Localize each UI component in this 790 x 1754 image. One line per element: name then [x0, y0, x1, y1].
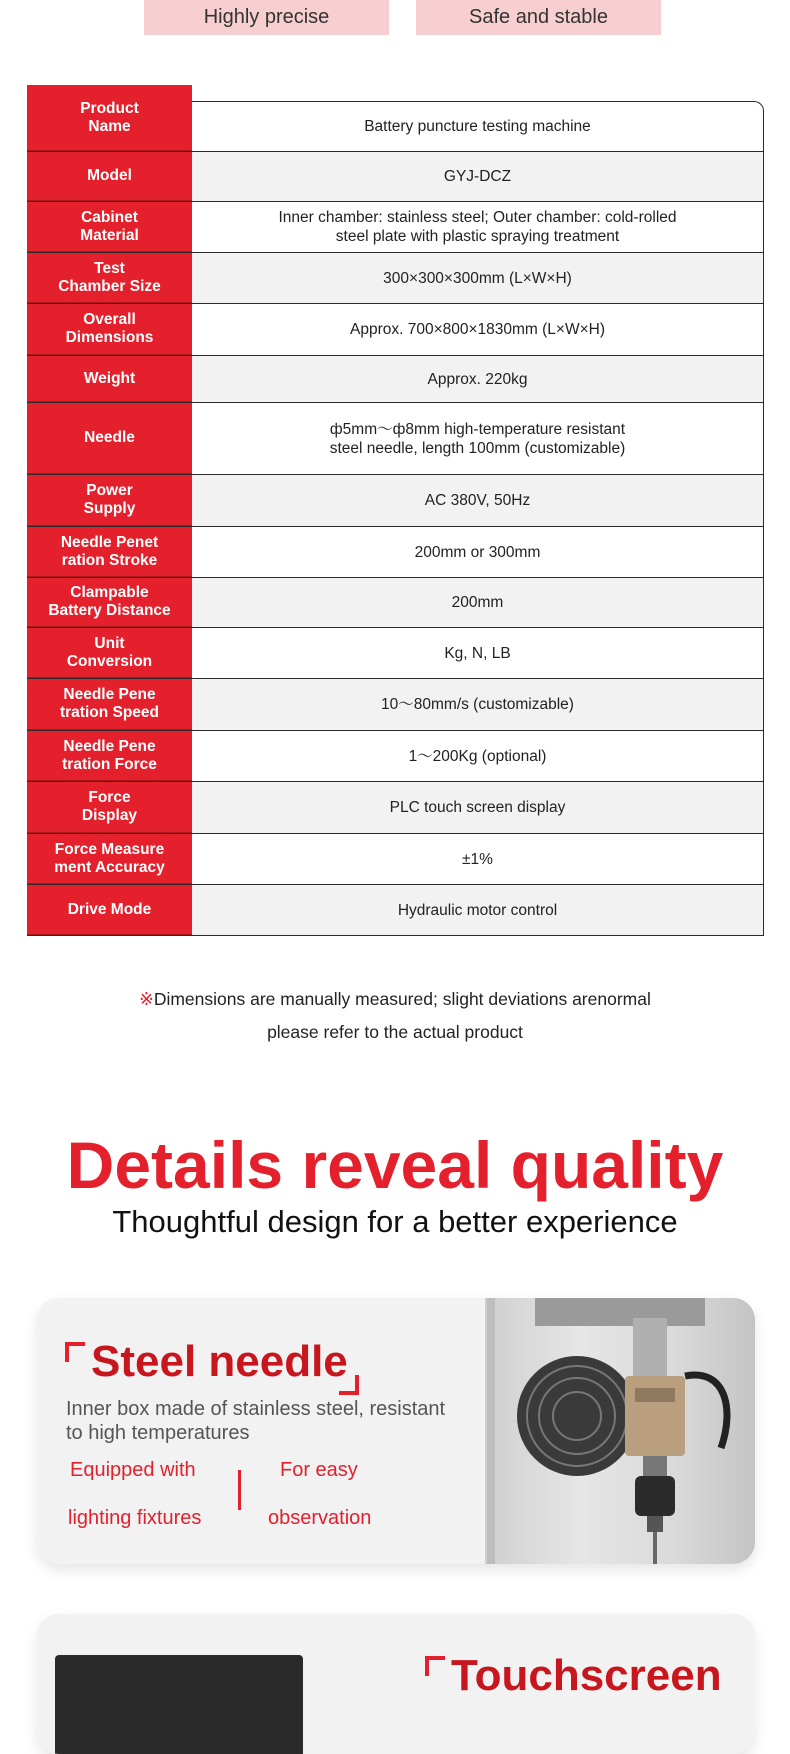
spec-row — [27, 85, 764, 152]
steel-needle-photo — [485, 1298, 755, 1564]
spec-value: GYJ-DCZ — [192, 152, 764, 201]
spec-row — [27, 731, 764, 782]
spec-value: Approx. 220kg — [192, 356, 764, 402]
card-title-steel-needle: Steel needle — [91, 1337, 348, 1386]
feature-right-1: For easy — [280, 1459, 358, 1481]
spec-value: PLC touch screen display — [192, 782, 764, 833]
bracket-close-icon — [339, 1375, 359, 1395]
spec-table — [27, 85, 764, 936]
section-subtitle: Thoughtful design for a better experience — [112, 1204, 678, 1239]
spec-row — [27, 475, 764, 527]
spec-row — [27, 403, 764, 475]
spec-value: AC 380V, 50Hz — [192, 475, 764, 526]
spec-row — [27, 527, 764, 578]
measurement-note-line1 — [0, 983, 790, 1016]
feature-left-1: Equipped with — [70, 1459, 196, 1481]
note-text-1: Dimensions are manually measured; slight deviations arenormal — [153, 989, 651, 1009]
spec-label: Overall Dimensions — [27, 304, 192, 355]
spec-row — [27, 628, 764, 679]
spec-row — [27, 578, 764, 628]
spec-value: ±1% — [192, 834, 764, 884]
bracket-open-icon — [65, 1342, 85, 1362]
touchscreen-photo — [55, 1655, 303, 1754]
section-title: Details reveal quality — [66, 1128, 724, 1202]
spec-row — [27, 679, 764, 731]
spec-row — [27, 152, 764, 202]
spec-value: 200mm or 300mm — [192, 527, 764, 577]
spec-value: Hydraulic motor control — [192, 885, 764, 935]
spec-row — [27, 202, 764, 253]
spec-value: 10〜80mm/s (customizable) — [192, 679, 764, 730]
spec-label: Product Name — [27, 85, 192, 151]
note-mark: ※ — [139, 989, 154, 1009]
feature-pill-precise: Highly precise — [144, 0, 389, 35]
feature-divider — [238, 1470, 241, 1510]
feature-pill-stable: Safe and stable — [416, 0, 661, 35]
spec-row — [27, 253, 764, 304]
spec-row — [27, 885, 764, 936]
spec-label: Clampable Battery Distance — [27, 578, 192, 627]
spec-row — [27, 356, 764, 403]
spec-label: Force Display — [27, 782, 192, 833]
spec-row — [27, 304, 764, 356]
spec-value: 1〜200Kg (optional) — [192, 731, 764, 781]
spec-label: Needle — [27, 403, 192, 474]
detail-card-touchscreen — [37, 1614, 755, 1754]
feature-right-2: observation — [268, 1507, 372, 1529]
spec-label: Drive Mode — [27, 885, 192, 935]
spec-row — [27, 782, 764, 834]
needle-fixture-illustration — [485, 1298, 755, 1564]
spec-label: Weight — [27, 356, 192, 402]
card-description: Inner box made of stainless steel, resistant to high temperatures — [66, 1398, 446, 1444]
measurement-note-line2: please refer to the actual product — [267, 1022, 523, 1042]
feature-left-2: lighting fixtures — [68, 1507, 202, 1529]
spec-label: Cabinet Material — [27, 202, 192, 252]
spec-label: Needle Pene tration Force — [27, 731, 192, 781]
spec-label: Force Measure ment Accuracy — [27, 834, 192, 884]
detail-card-steel-needle — [37, 1298, 755, 1564]
spec-label: Needle Pene tration Speed — [27, 679, 192, 730]
spec-value: Kg, N, LB — [192, 628, 764, 678]
spec-value: Battery puncture testing machine — [192, 101, 764, 151]
spec-label: Test Chamber Size — [27, 253, 192, 303]
spec-value: ф5mm〜ф8mm high-temperature resistant steel needle, length 100mm (customizable) — [192, 403, 764, 474]
bracket-open-icon — [425, 1656, 445, 1676]
spec-value: Approx. 700×800×1830mm (L×W×H) — [192, 304, 764, 355]
card-title-touchscreen: Touchscreen — [451, 1651, 722, 1700]
spec-label: Needle Penet ration Stroke — [27, 527, 192, 577]
spec-value: 200mm — [192, 578, 764, 627]
spec-row — [27, 834, 764, 885]
spec-label: Model — [27, 152, 192, 201]
spec-value: 300×300×300mm (L×W×H) — [192, 253, 764, 303]
spec-value: Inner chamber: stainless steel; Outer chamber: cold-rolled steel plate with plastic spraying treatment — [192, 202, 764, 252]
spec-label: Power Supply — [27, 475, 192, 526]
spec-label: Unit Conversion — [27, 628, 192, 678]
